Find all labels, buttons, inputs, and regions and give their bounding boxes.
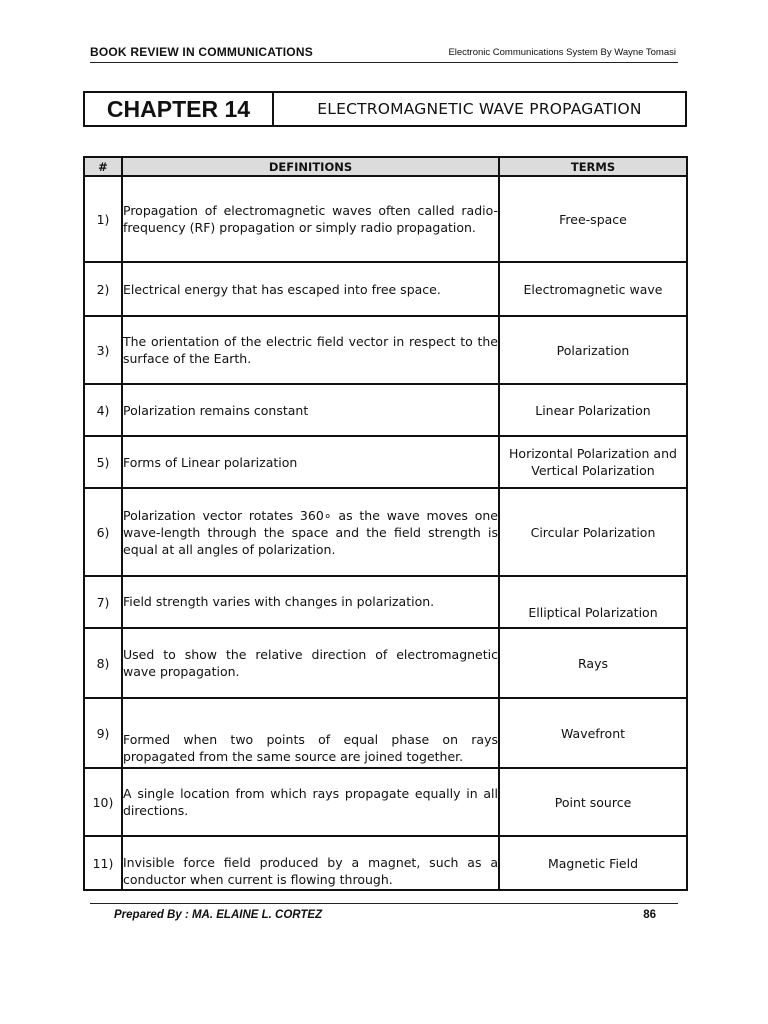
row-term: Linear Polarization	[499, 384, 687, 436]
row-definition: Polarization vector rotates 360∘ as the wave moves one wave-length through the space and the field strength is equal at all angles of polarization.	[122, 488, 499, 576]
table-header-row	[84, 157, 687, 176]
row-definition: Field strength varies with changes in polarization.	[122, 576, 499, 628]
row-definition: Electrical energy that has escaped into free space.	[122, 262, 499, 316]
column-header-definitions: DEFINITIONS	[122, 157, 499, 176]
column-header-terms: TERMS	[499, 157, 687, 176]
chapter-number: CHAPTER 14	[85, 93, 274, 125]
table-row	[84, 488, 687, 576]
table-row	[84, 384, 687, 436]
book-title: BOOK REVIEW IN COMMUNICATIONS	[90, 45, 313, 59]
row-term: Magnetic Field	[499, 836, 687, 890]
table-row	[84, 316, 687, 384]
row-term: Free-space	[499, 176, 687, 262]
row-number: 8)	[84, 628, 122, 698]
row-number: 5)	[84, 436, 122, 488]
row-definition: Formed when two points of equal phase on rays propagated from the same source are joined together.	[122, 698, 499, 768]
row-number: 10)	[84, 768, 122, 836]
row-number: 3)	[84, 316, 122, 384]
row-number: 1)	[84, 176, 122, 262]
row-definition: A single location from which rays propagate equally in all directions.	[122, 768, 499, 836]
row-definition: Propagation of electromagnetic waves often called radio-frequency (RF) propagation or simply radio propagation.	[122, 176, 499, 262]
row-definition: Forms of Linear polarization	[122, 436, 499, 488]
chapter-heading-box	[83, 91, 687, 127]
table-row	[84, 836, 687, 890]
table-row	[84, 262, 687, 316]
prepared-by: Prepared By : MA. ELAINE L. CORTEZ	[114, 909, 323, 921]
row-definition: Polarization remains constant	[122, 384, 499, 436]
row-number: 9)	[84, 698, 122, 768]
row-term: Polarization	[499, 316, 687, 384]
row-term: Point source	[499, 768, 687, 836]
page-number: 86	[643, 909, 656, 921]
row-number: 2)	[84, 262, 122, 316]
row-number: 7)	[84, 576, 122, 628]
table-row	[84, 698, 687, 768]
row-definition: The orientation of the electric field vector in respect to the surface of the Earth.	[122, 316, 499, 384]
page-footer	[90, 903, 678, 928]
row-definition: Used to show the relative direction of electromagnetic wave propagation.	[122, 628, 499, 698]
row-number: 4)	[84, 384, 122, 436]
table-row	[84, 436, 687, 488]
source-reference: Electronic Communications System By Wayne Tomasi	[448, 47, 676, 58]
row-term: Rays	[499, 628, 687, 698]
table-row	[84, 176, 687, 262]
table-row	[84, 768, 687, 836]
table-row	[84, 628, 687, 698]
column-header-num: #	[84, 157, 122, 176]
page-header	[90, 44, 678, 63]
definitions-table	[83, 156, 688, 891]
row-term: Wavefront	[499, 698, 687, 768]
row-number: 11)	[84, 836, 122, 890]
row-number: 6)	[84, 488, 122, 576]
row-definition: Invisible force field produced by a magnet, such as a conductor when current is flowing through.	[122, 836, 499, 890]
row-term: Circular Polarization	[499, 488, 687, 576]
table-row	[84, 576, 687, 628]
chapter-title: ELECTROMAGNETIC WAVE PROPAGATION	[317, 100, 642, 118]
row-term: Electromagnetic wave	[499, 262, 687, 316]
row-term: Elliptical Polarization	[499, 576, 687, 628]
row-term: Horizontal Polarization and Vertical Polarization	[499, 436, 687, 488]
